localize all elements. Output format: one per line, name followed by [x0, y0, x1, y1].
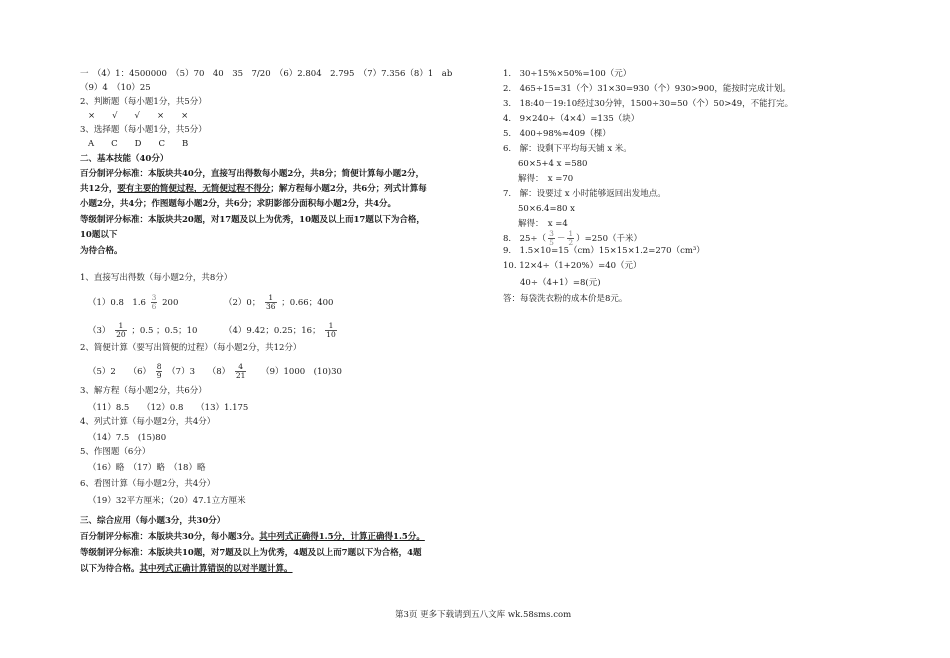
criteria-text: 以下为待合格。 [80, 564, 140, 574]
simple-calc-title: 2、简便计算（要写出简便的过程）（每小题2分，共12分） [80, 343, 302, 353]
equation-answers: （11）8.5 （12）0.8 （13）1.175 [88, 403, 249, 413]
answer-text: 200 [162, 298, 179, 308]
criteria-text: ；解方程每小题2分，共6分；列式计算每 [270, 184, 427, 194]
criteria-text: 共12分， [80, 184, 118, 194]
answer-text: ；0.66；400 [281, 298, 334, 308]
grade-criteria-line2: 10题以下 [80, 230, 118, 240]
drawing-title: 5、作图题（6分） [80, 447, 151, 457]
fraction: $\frac{4}{21}$ [235, 362, 246, 380]
judge-answers: × √ √ × × [88, 111, 189, 121]
choice-answers: A C D C B [88, 139, 189, 149]
answer-text: － [556, 234, 566, 244]
answer-text: （3） [88, 326, 111, 336]
word-calc-title: 4、列式计算（每小题2分，共4分） [80, 417, 216, 427]
app-answer-6: 6. 解：设剩下平均每天铺 x 米。 [503, 144, 632, 154]
application-criteria-line2: 等级制评分标准：本版块共10题，对7题及以上为优秀，4题及以上而7题以下为合格，4题 [80, 548, 422, 558]
word-calc-answers: （14）7.5 (15)80 [88, 433, 167, 443]
fraction: $\frac{1}{20}$ [116, 321, 126, 339]
criteria-text: 百分制评分标准：本版块共30分，每小题3分。 [80, 532, 260, 542]
app-answer-2: 2. 465÷15=31（个）31×30=930（个）930>900，能按时完成计划。 [503, 84, 791, 94]
criteria-emphasis: 要有主要的简便过程，无简便过程不得分 [117, 184, 271, 194]
app-answer-7-solution: 解得： x =4 [518, 219, 568, 229]
equation-title: 3、解方程（每小题2分，共6分） [80, 386, 207, 396]
app-answer-9: 9. 1.5×10=15（cm）15×15×1.2=270（cm³） [503, 246, 705, 256]
app-answer-6-solution: 解得： x =70 [518, 174, 574, 184]
app-answer-3: 3. 18:40－19:10经过30分钟，1500÷30=50（个）50>49，不能打完。 [503, 99, 794, 109]
judge-section-title: 2、判断题（每小题1分，共5分） [80, 97, 207, 107]
answer-text: （5）2 （6） [88, 367, 151, 377]
application-criteria-line3 [80, 562, 293, 576]
drawing-answers: （16）略 （17）略 （18）略 [88, 463, 206, 473]
app-answer-1: 1. 30÷15%×50%=100（元） [503, 69, 632, 79]
answer-text: 8. 25÷（ [503, 234, 547, 244]
criteria-emphasis: 其中列式正确得1.5分，计算正确得1.5分。 [259, 532, 425, 542]
criteria-emphasis: 其中列式正确计算错误的以对半题计算。 [139, 564, 293, 574]
basic-skills-criteria-line1: 百分制评分标准：本版块共40分，直接写出得数每小题2分，共8分；简便计算每小题2分， [80, 169, 425, 179]
basic-skills-heading: 二、基本技能（40分） [80, 154, 169, 164]
app-answer-7: 7. 解：设要过 x 小时能够返回出发地点。 [503, 189, 666, 199]
simple-calc-answers [88, 363, 342, 380]
fraction: $\frac{3}{6}$ [151, 293, 157, 311]
answer-text: ；0.5 ；0.5；10 [131, 326, 198, 336]
fraction: $\frac{1}{2}$ [568, 229, 574, 247]
answer-text: （4）9.42；0.25；16； [224, 326, 321, 336]
basic-skills-criteria-line2 [80, 182, 427, 196]
app-answer-10: 10. 12×4÷（1+20%）=40（元） [503, 261, 642, 271]
answer-row-1-2 [88, 294, 178, 311]
figure-calc-answers: （19）32平方厘米；（20）47.1立方厘米 [88, 496, 246, 506]
answer-text: ）=250（千米） [576, 234, 642, 244]
app-answer-4: 4. 9×240÷（4×4）=135（块） [503, 114, 640, 124]
answer-text: （1）0.8 1.6 [88, 298, 146, 308]
fraction: $\frac{3}{5}$ [549, 229, 554, 247]
grade-criteria-line1: 等级制评分标准：本版块共20题，对17题及以上为优秀，10题及以上而17题以下为合格， [80, 215, 425, 225]
application-heading: 三、综合应用（每小题3分，共30分） [80, 516, 226, 526]
app-answer-6-equation: 60×5+4 x =580 [518, 159, 588, 169]
answer-text: （7）3 （8） [167, 367, 231, 377]
basic-skills-criteria-line3: 小题2分，共4分；作图题每小题2分，共6分；求阴影部分面积每小题2分，共4分。 [80, 199, 396, 209]
grade-criteria-line3: 为待合格。 [80, 246, 123, 256]
fraction: $\frac{8}{9}$ [156, 362, 162, 380]
answer-row-2 [224, 294, 333, 311]
fill-blank-answers-line2: （9）4 （10）25 [80, 83, 151, 93]
figure-calc-title: 6、看图计算（每小题2分，共4分） [80, 479, 216, 489]
fill-blank-answers-line1: 一 （4）1：4500000 （5）70 40 35 7/20 （6）2.804 2.795 （7）7.356（8）1 ab [80, 69, 453, 79]
app-answer-10-step2: 40÷（4+1）=8(元) [520, 278, 601, 288]
app-answer-5: 5. 400÷98%≈409（棵） [503, 129, 611, 139]
answer-row-4 [224, 322, 339, 339]
app-answer-7-equation: 50×6.4=80 x [518, 204, 575, 214]
direct-calc-title: 1、直接写出得数（每小题2分，共8分） [80, 273, 233, 283]
answer-text: （9）1000 (10)30 [261, 367, 342, 377]
answer-text: （2）0； [224, 298, 261, 308]
application-criteria-line1 [80, 530, 425, 544]
app-answer-10-conclusion: 答：每袋洗衣粉的成本价是8元。 [503, 294, 628, 304]
choice-section-title: 3、选择题（每小题1分，共5分） [80, 125, 207, 135]
answer-row-3 [88, 322, 197, 339]
fraction: $\frac{1}{10}$ [326, 321, 336, 339]
fraction: $\frac{1}{36}$ [266, 293, 276, 311]
page-footer: 第3页 更多下载请到五八文库 wk.58sms.com [395, 610, 572, 620]
